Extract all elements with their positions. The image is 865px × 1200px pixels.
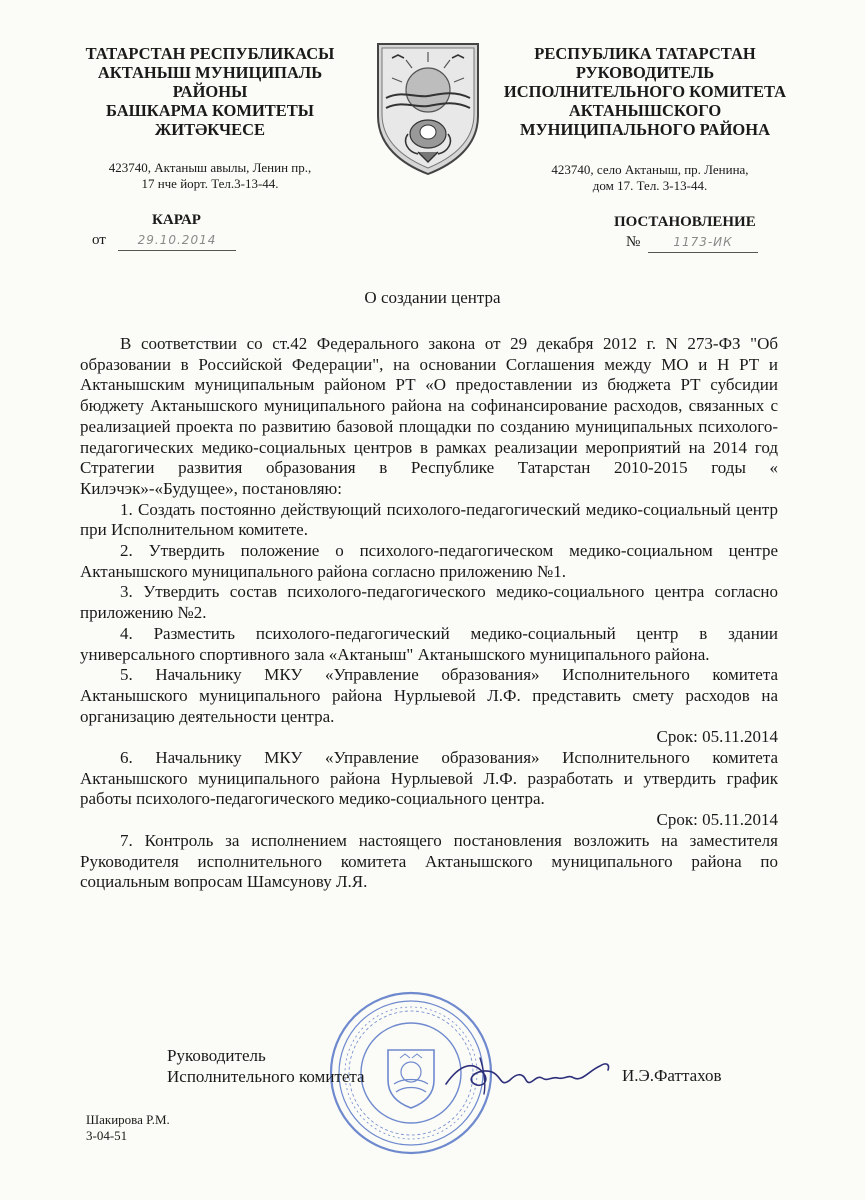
header-right-line: МУНИЦИПАЛЬНОГО РАЙОНА	[520, 120, 770, 139]
document-title: О создании центра	[364, 288, 501, 307]
signatory-role-line: Руководитель	[167, 1046, 266, 1065]
decree-item-1: 1. Создать постоянно действующий психолого-педагогический медико-социальный центр при Исполнительном комитете.	[80, 499, 778, 540]
decree-item-3: 3. Утвердить состав психолого-педагогического медико-социального центра согласно приложению №2.	[80, 582, 778, 623]
signatory-role-line: Исполнительного комитета	[167, 1067, 365, 1086]
address-left-line: 423740, Актаныш авылы, Ленин пр.,	[108, 160, 312, 175]
decree-number-field: 1173-ИК	[648, 235, 758, 253]
decree-date-field: 29.10.2014	[118, 233, 236, 251]
deadline-item-6: Срок: 05.11.2014	[656, 810, 778, 830]
header-left	[60, 44, 360, 139]
header-right-line: РЕСПУБЛИКА ТАТАРСТАН	[534, 44, 756, 63]
karar-label: КАРАР	[152, 212, 201, 228]
preamble-paragraph: В соответствии со ст.42 Федерального закона от 29 декабря 2012 г. N 273-ФЗ "Об образовании в Российской Федерации", на основании Соглашения между МО и Н РТ и Актанышским муниципальным районом РТ «О предоставлении из бюджета РТ субсидии бюджету Актанышского муниципального района на софинансирование расходов, связанных с реализацией проекта по развитию базовой площадки по созданию муниципальных психолого-педагогических медико-социальных центров в рамках реализации мероприятий на 2014 год Стратегии развития образования в Республике Татарстан 2010-2015 годы « Килэчэк»-«Будущее», постановляю:	[80, 334, 778, 498]
number-prefix-label: №	[626, 234, 641, 250]
address-right-line: 423740, село Актаныш, пр. Ленина,	[551, 162, 749, 177]
header-left-line: ТАТАРСТАН РЕСПУБЛИКАСЫ	[85, 44, 335, 63]
decree-item-2: 2. Утвердить положение о психолого-педагогическом медико-социальном центре Актанышского муниципального района согласно приложению №1.	[80, 541, 778, 581]
header-left-line: БАШКАРМА КОМИТЕТЫ	[106, 101, 314, 120]
performer-phone: 3-04-51	[86, 1128, 128, 1143]
header-left-line: РАЙОНЫ	[172, 82, 248, 101]
address-right	[500, 162, 800, 194]
handwritten-signature-icon	[440, 1050, 615, 1100]
decree-item-5: 5. Начальнику МКУ «Управление образования» Исполнительного комитета Актанышского муниципального района Нурлыевой Л.Ф. представить смету расходов на организацию деятельности центра.	[80, 665, 778, 726]
header-left-line: АКТАНЫШ МУНИЦИПАЛЬ	[97, 63, 323, 82]
header-right-line: ИСПОЛНИТЕЛЬНОГО КОМИТЕТА	[503, 82, 787, 101]
signatory-role	[167, 1045, 365, 1087]
address-left	[60, 160, 360, 192]
address-left-line: 17 нче йорт. Тел.3-13-44.	[141, 176, 279, 191]
header-right-line: АКТАНЫШСКОГО	[568, 101, 722, 120]
header-right-line: РУКОВОДИТЕЛЬ	[575, 63, 715, 82]
date-prefix-label: от	[92, 232, 106, 248]
postanovlenie-label: ПОСТАНОВЛЕНИЕ	[614, 214, 756, 230]
performer-block	[86, 1112, 170, 1144]
document-body	[80, 334, 778, 893]
decree-item-4: 4. Разместить психолого-педагогический медико-социальный центр в здании универсального спортивного зала «Актаныш" Актанышского муниципального района.	[80, 623, 778, 664]
address-right-line: дом 17. Тел. 3-13-44.	[592, 178, 708, 193]
performer-name: Шакирова Р.М.	[86, 1112, 170, 1127]
header-left-line: ЖИТӘКЧЕСЕ	[154, 120, 266, 139]
coat-of-arms-icon	[372, 38, 484, 178]
decree-item-7: 7. Контроль за исполнением настоящего постановления возложить на заместителя Руководителя исполнительного комитета Актанышского муниципального района по социальным вопросам Шамсунову Л.Я.	[80, 830, 778, 892]
deadline-item-5: Срок: 05.11.2014	[656, 727, 778, 747]
header-right	[495, 44, 795, 139]
signatory-name: И.Э.Фаттахов	[622, 1066, 722, 1085]
decree-item-6: 6. Начальнику МКУ «Управление образования» Исполнительного комитета Актанышского муниципального района Нурлыевой Л.Ф. разработать и утвердить график работы психолого-педагогического медико-социального центра.	[80, 748, 778, 809]
